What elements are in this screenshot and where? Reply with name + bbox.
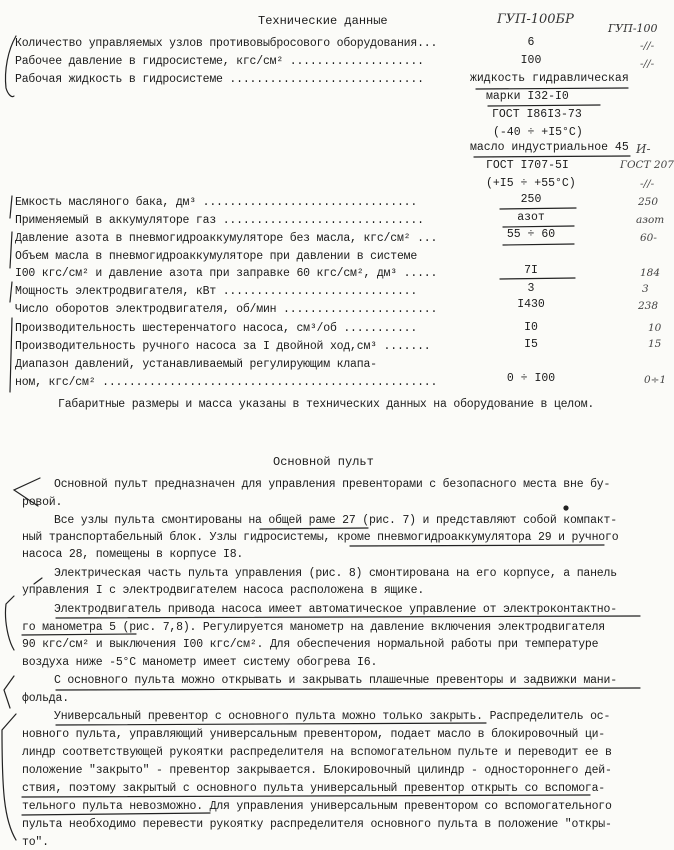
value-underline: [500, 278, 575, 279]
spec-note: 250: [638, 196, 659, 208]
spec-note: 15: [648, 338, 662, 350]
spec-value: 6: [527, 36, 535, 49]
spec-note: 184: [640, 267, 661, 279]
spec-label: Применяемый в аккумуляторе газ ..............................: [15, 214, 424, 227]
spec-value: 3: [527, 282, 535, 295]
spec-value: I5: [524, 338, 538, 351]
annotation-bracket: [5, 596, 14, 650]
body-line: то".: [22, 836, 49, 849]
body-underline: [22, 795, 590, 797]
spec-value: I0: [524, 321, 538, 334]
spec-value: азот: [517, 211, 545, 224]
spec-value: 7I: [524, 264, 538, 277]
spec-label: Емкость масляного бака, дм³ ................................: [15, 196, 418, 209]
body-line: воздуха ниже -5°С манометр имеет систему обогрева I6.: [22, 656, 378, 669]
annotation-bracket: [4, 676, 14, 708]
spec-label: Число оборотов электродвигателя, об/мин .......................: [15, 303, 438, 316]
spec-value: ГОСТ I86I3-73: [492, 108, 582, 121]
body-line: С основного пульта можно открывать и закрывать плашечные превенторы и задвижки мани-: [54, 674, 617, 687]
spec-label: Производительность шестеренчатого насоса, см³/об ...........: [15, 322, 418, 335]
body-line: пульта необходимо перевести рукоятку распределителя основного пульта в положение "откры-: [22, 818, 612, 831]
body-underline: [56, 688, 640, 690]
spec-label: Производительность ручного насоса за I двойной ход,см³ .......: [15, 340, 431, 353]
spec-value: (+I5 ÷ +55°С): [486, 177, 576, 190]
spec-value: марки I32-I0: [486, 90, 569, 103]
spec-value: I00: [520, 54, 542, 67]
annotation-bracket: [2, 714, 16, 840]
body-line: Электрическая часть пульта управления (рис. 8) смонтирована на его корпусе, а панель: [54, 567, 617, 580]
annotation-stroke: [10, 232, 12, 268]
spec-label: ном, кгс/см² ..................................................: [15, 376, 438, 389]
spec-value: 250: [520, 193, 542, 206]
spec-note: 3: [642, 283, 649, 295]
body-underline: [350, 545, 604, 546]
spec-value: 0 ÷ I00: [506, 372, 556, 385]
spec-value: I430: [517, 298, 545, 311]
spec-note: 238: [638, 300, 659, 312]
annotation-dot: [564, 506, 568, 510]
body-line: положение "закрыто" - превентор закрывается. Блокировочный цилиндр - одностороннего дей-: [22, 764, 612, 777]
spec-note: -//-: [640, 178, 655, 190]
value-underline: [503, 244, 574, 245]
spec-label: Количество управляемых узлов противовыбросового оборудования...: [15, 37, 438, 50]
body-underline: [260, 528, 368, 529]
spec-label: I00 кгс/см² и давление азота при заправке 60 кгс/см², дм³ .....: [15, 267, 438, 280]
dimensions-note: Габаритные размеры и масса указаны в технических данных на оборудование в целом.: [58, 398, 595, 411]
body-line: ный транспортабельный блок. Узлы гидросистемы, кроме пневмогидроаккумулятора 29 и ручного: [22, 531, 619, 544]
value-underline: [488, 105, 600, 106]
spec-note: И-: [636, 142, 651, 156]
body-line: 90 кгс/см² и выключения I00 кгс/см². Для обеспечения нормальной работы при температуре: [22, 638, 599, 651]
spec-label: Диапазон давлений, устанавливаемый регулирующим клапа-: [15, 358, 377, 371]
body-underline: [22, 634, 136, 635]
value-underline: [503, 226, 574, 227]
spec-value: масло индустриальное 45: [470, 141, 629, 154]
body-line: линдр соответствующей рукоятки распределителя на вспомогательном пульте и переводит ее в: [22, 746, 612, 759]
body-line: Все узлы пульта смонтированы на общей раме 27 (рис. 7) и представляют собой компакт-: [54, 514, 617, 527]
annotation-stroke: [10, 196, 12, 218]
body-line: Универсальный превентор с основного пульта можно только закрыть. Распределитель ос-: [54, 710, 611, 723]
body-line: ровой.: [22, 496, 63, 509]
body-line: управления I с электродвигателем насоса расположена в ящике.: [22, 584, 425, 597]
value-underline: [476, 88, 628, 89]
spec-value: 55 ÷ 60: [506, 228, 556, 241]
body-line: ствия, поэтому закрытый с основного пульта универсальный превентор открыть со вспомога-: [22, 782, 605, 795]
spec-label: Рабочая жидкость в гидросистеме .............................: [15, 73, 424, 86]
annotation-stroke: [10, 282, 12, 302]
body-line: фольда.: [22, 692, 69, 705]
body-line: Электродвигатель привода насоса имеет автоматическое управление от электроконтактно-: [54, 603, 617, 616]
spec-label: Рабочее давление в гидросистеме, кгс/см² ....................: [15, 55, 424, 68]
spec-note: -//-: [640, 40, 655, 52]
body-underline: [22, 813, 210, 815]
value-underline: [500, 208, 576, 209]
spec-note: 0÷1: [644, 374, 667, 386]
body-line: насоса 28, помещены в корпусе I8.: [22, 548, 244, 561]
spec-note: -//-: [640, 58, 655, 70]
spec-value: ГОСТ I707-5I: [486, 159, 569, 172]
body-underline: [56, 723, 486, 725]
body-line: го манометра 5 (рис. 7,8). Регулируется манометр на давление включения электродвигателя: [22, 621, 605, 634]
value-underline: [474, 156, 630, 157]
body-underline: [56, 616, 640, 618]
section-title: Основной пульт: [273, 455, 374, 469]
handwritten-model-label-right: ГУП-100: [608, 22, 658, 35]
annotation-stroke: [10, 318, 12, 392]
spec-label: Мощность электродвигателя, кВт .............................: [15, 285, 418, 298]
body-line: новного пульта, управляющий универсальным превентором, подает масло в блокировочный ци-: [22, 728, 605, 741]
body-line: тельного пульта невозможно. Для управления универсальным превентором со вспомогательного: [22, 800, 612, 813]
page-title: Технические данные: [258, 14, 388, 28]
spec-label: Объем масла в пневмогидроаккумуляторе при давлении в системе: [15, 250, 418, 263]
spec-value: (-40 ÷ +I5°С): [493, 126, 583, 139]
spec-note: 60-: [640, 232, 657, 244]
handwritten-model-label: ГУП-100БР: [497, 12, 574, 27]
spec-note: азот: [636, 214, 665, 226]
spec-note: ГОСТ 207: [620, 159, 674, 171]
spec-note: 10: [648, 322, 662, 334]
spec-label: Давление азота в пневмогидроаккумуляторе без масла, кгс/см² ...: [15, 232, 438, 245]
spec-value: жидкость гидравлическая: [470, 72, 629, 85]
body-line: Основной пульт предназначен для управления превенторами с безопасного места вне бу-: [54, 478, 611, 491]
